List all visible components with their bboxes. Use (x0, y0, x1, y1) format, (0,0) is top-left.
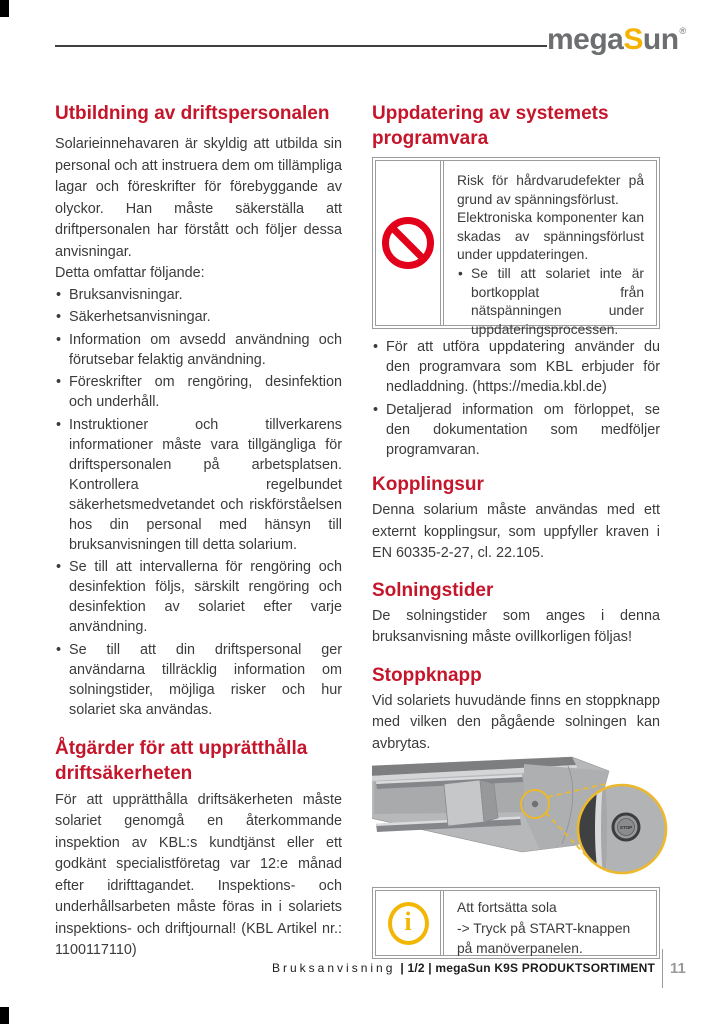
list-item: • Instruktioner och tillverkarens informationer måste vara tillgängliga för driftspersonalen på arbetsplatsen. Kontrollera regelbundet säkerhetsmedvetandet och riskförståelsen hos din personal med hänsyn till bruksanvisningen till detta solarium. (55, 415, 342, 555)
utbildning-list-intro: Detta omfattar följande: (55, 265, 205, 281)
warning-icon-cell (376, 161, 441, 325)
list-item: • Bruksanvisningar. (55, 285, 342, 305)
section-title-atgarder: Åtgärder för att upprätthålla driftsäkerheten (55, 737, 308, 784)
info-text-cell (443, 891, 656, 955)
atgarder-body: För att upprätthålla driftsäkerheten måste solariet genomgå en återkommande inspektion av KBL:s kundtjänst eller ett godkänt specialistföretag var 12:e månad efter idrifttagandet. Inspektions- och underhållsarbeten måste föras in i solariets inspektions- och driftjournal! (KBL Artikel nr.: 1100117110) (55, 791, 342, 958)
solningstider-body: De solningstider som anges i denna bruksanvisning måste ovillkorligen följas! (372, 607, 660, 645)
section-title-stoppknapp: Stoppknapp (372, 664, 482, 686)
warning-line-2: Elektroniska komponenter kan skadas av spänningsförlust under uppdateringen. (457, 210, 644, 263)
display-panel (444, 780, 484, 826)
section-title-utbildning: Utbildning av driftspersonalen (55, 103, 330, 124)
section-title-solningstider: Solningstider (372, 579, 494, 601)
uppdatering-list (372, 337, 660, 460)
crop-mark-top-left (0, 0, 9, 17)
utbildning-list (55, 285, 342, 720)
right-column (372, 101, 660, 959)
list-item: • Information om avsedd användning och förutsebar felaktig användning. (55, 330, 342, 370)
section-title-uppdatering: Uppdatering av systemets programvara (372, 103, 609, 149)
info-icon-cell (376, 891, 441, 955)
left-column (55, 101, 342, 962)
warning-text-cell (443, 161, 656, 337)
list-item: • Se till att solariet inte är bortkopplat från nätspänningen under uppdateringsprocessen. (457, 265, 644, 339)
list-item: • Se till att din driftspersonal ger användarna tillräcklig information om solningstider, möjliga risker och hur solariet ska användas. (55, 640, 342, 720)
logo-text-s: S (623, 23, 643, 56)
solarium-illustration (372, 755, 668, 879)
footer-meta: | 1/2 | megaSun K9S PRODUKTSORTIMENT (400, 961, 655, 975)
prohibition-icon (382, 217, 434, 269)
info-line-1: Att fortsätta sola (457, 900, 557, 915)
megasun-logo (547, 23, 686, 57)
list-item: • Se till att intervallerna för rengöring och desinfektion följs, särskilt rengöring och desinfektion av solariet efter varje användning. (55, 557, 342, 637)
page-number: 11 (670, 960, 686, 977)
crop-mark-bottom-left (0, 1007, 9, 1024)
info-box (372, 887, 660, 959)
page-number-divider (662, 949, 663, 988)
warning-line-1: Risk för hårdvarudefekter på grund av spänningsförlust. (457, 173, 644, 207)
utbildning-intro: Solarieinnehavaren är skyldig att utbilda sin personal och att instruera dem om tillämpliga lagar och föreskrifter för förebyggande av olyckor. Han måste säkerställa att driftpersonalen har förstått och följer dessa anvisningar. (55, 136, 342, 260)
logo-text-mega: mega (547, 23, 624, 56)
list-item: • För att utföra uppdatering använder du den programvara som KBL erbjuder för nedladdning. (https://media.kbl.de) (372, 337, 660, 397)
stop-button-small (532, 801, 538, 807)
list-item: • Detaljerad information om förloppet, se den dokumentation som medföljer programvaran. (372, 400, 660, 460)
info-icon: i (388, 902, 429, 945)
section-title-kopplingsur: Kopplingsur (372, 474, 484, 495)
footer (272, 961, 655, 975)
warning-list (457, 265, 644, 339)
list-item: • Säkerhetsanvisningar. (55, 307, 342, 327)
warning-box (372, 157, 660, 337)
list-item: • Föreskrifter om rengöring, desinfektion och underhåll. (55, 372, 342, 412)
info-line-2: -> Tryck på START-knappen på manöverpanelen. (457, 920, 631, 956)
stop-button-label: STOP (619, 824, 633, 830)
registered-mark-icon: ® (679, 26, 686, 36)
logo-text-un: un (642, 23, 679, 56)
kopplingsur-body: Denna solarium måste användas med ett externt kopplingsur, som uppfyller kraven i EN 60335-2-27, cl. 22.105. (372, 502, 660, 561)
stoppknapp-body: Vid solariets huvudände finns en stoppknapp med vilken den pågående solningen kan avbrytas. (372, 692, 660, 752)
header-rule (55, 45, 547, 47)
footer-doc-type: Bruksanvisning (272, 961, 396, 975)
